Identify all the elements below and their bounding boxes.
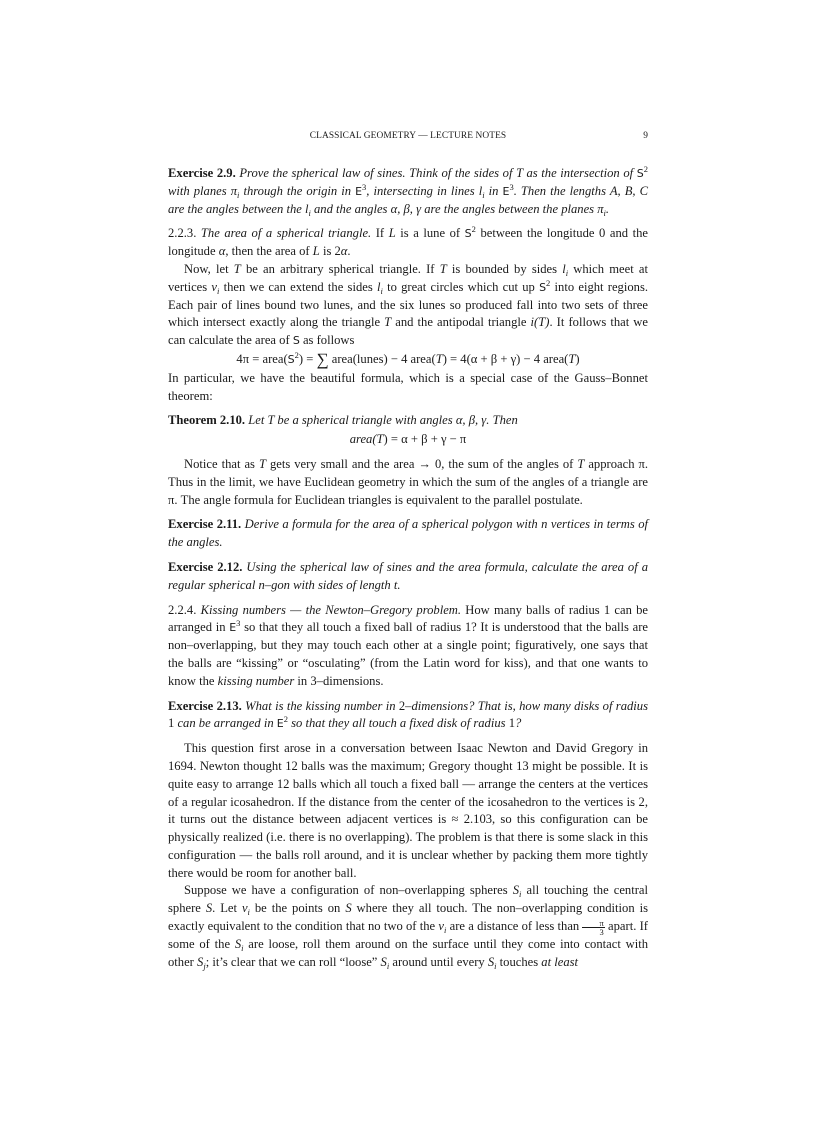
exercise-2-9: Exercise 2.9. Prove the spherical law of sines. Think of the sides of T as the intersection of $S^2$ with planes $\pi_i$ through the origin in $E^3$, intersecting in lines $l_i$ in $E^3$. Then the lengths A, B, C are the angles between the $l_i$ and the angles α, β, γ are the angles between the planes $\pi_i$. xyxy=(168,164,649,218)
page-number: 9 xyxy=(643,131,648,141)
fraction-pi-over-3: $\frac{\pi}{3}$ xyxy=(582,919,604,936)
paragraph-newton-gregory: This question first arose in a conversation between Isaac Newton and David Gregory in 1694. Newton thought 12 balls was the maximum; Gregory thought 13 might be possible. It is quite easy to arrange 12 balls which all touch a fixed ball — arrange the centers at the vertices of a regular icosahedron. If the distance from the center of the icosahedron to the vertices is 2, it turns out the distance between adjacent vertices is ≈ 2.103, so this configuration can be physically realized (i.e. there is no overlapping). The problem is that there is some slack in this configuration — the balls roll around, and it is unclear whether by packing them more tightly there would be room for another ball. xyxy=(168,741,648,880)
exercise-2-11: Exercise 2.11. Derive a formula for the area of a spherical polygon with n vertices in terms of the angles. xyxy=(168,517,648,550)
paragraph-euclidean-limit: Notice that as T gets very small and the area → 0, the sum of the angles of T approach π. Thus in the limit, we have Euclidean geometry in which the sum of the angles of a triangle are π. The angle formula for Euclidean triangles is equivalent to the parallel postulate. xyxy=(168,456,648,507)
theorem-label: Theorem 2.10. xyxy=(168,413,246,428)
exercise-label: Exercise 2.11. xyxy=(168,517,242,532)
kissing-number-term: kissing number xyxy=(217,673,295,688)
section-title: Kissing numbers — the Newton–Gregory problem. xyxy=(200,602,462,617)
equation-sphere-area: $4\pi = area(S^2)$ = ∑ area(lunes) − 4 area(T) = 4(α + β + γ) − 4 area(T) xyxy=(236,349,580,369)
section-2-2-4: 2.2.4. Kissing numbers — the Newton–Gregory problem. How many balls of radius 1 can be arranged in $E^3$ so that they all touch a fixed ball of radius 1? It is understood that the balls are non–overlapping, but they may touch each other at a single point; figuratively, one says that the balls are “kissing” or “osculating” (from the Latin word for kiss), and that one wants to know the kissing number in 3–dimensions. xyxy=(168,602,649,688)
exercise-2-13: Exercise 2.13. What is the kissing number in 2–dimensions? That is, how many disks of radius 1 can be arranged in $E^2$ so that they all touch a fixed disk of radius 1? xyxy=(168,698,648,731)
section-2-2-3: 2.2.3. The area of a spherical triangle. If L is a lune of $S^2$ between the longitude 0 and the longitude α, then the area of L is 2α. xyxy=(168,224,649,259)
paragraph-suppose: Suppose we have a configuration of non–overlapping spheres $S_i$ all touching the central sphere S. Let $v_i$ be the points on S where they all touch. The non–overlapping condition is exactly equivalent to the condition that no two of the $v_i$ are a distance of less than $\frac{\pi}{3}$ apart. If some of the $S_i$ are loose, roll them around on the surface until they come into contact with other $S_j$; it’s clear that we can roll “loose” $S_i$ around until every $S_i$ touches at least xyxy=(168,883,649,971)
running-title: CLASSICAL GEOMETRY — LECTURE NOTES xyxy=(309,131,507,141)
page-body xyxy=(168,165,648,972)
section-number: 2.2.3. xyxy=(168,226,197,241)
exercise-2-12: Exercise 2.12. Using the spherical law of sines and the area formula, calculate the area of a regular spherical n–gon with sides of length t. xyxy=(168,559,648,592)
section-title: The area of a spherical triangle. xyxy=(200,226,372,241)
theorem-2-10: Theorem 2.10. Let T be a spherical triangle with angles α, β, γ. Then xyxy=(168,413,518,428)
paragraph-lunes: Now, let T be an arbitrary spherical triangle. If T is bounded by sides $l_i$ which meet at vertices $v_i$ then we can extend the sides $l_i$ to great circles which cut up $S^2$ into eight regions. Each pair of lines bound two lunes, and the six lunes so produced fall into two sets of three which intersect exactly along the triangle T and the antipodal triangle i(T). It follows that we can calculate the area of S as follows xyxy=(168,261,648,348)
section-number: 2.2.4. xyxy=(168,602,197,617)
equation-triangle-area: area(T) = α + β + γ − π xyxy=(349,432,467,447)
exercise-label: Exercise 2.12. xyxy=(168,559,243,574)
exercise-label: Exercise 2.13. xyxy=(168,698,242,713)
exercise-label: Exercise 2.9. xyxy=(168,166,236,180)
sum-symbol: ∑ xyxy=(316,349,329,369)
paragraph-gauss-bonnet: In particular, we have the beautiful formula, which is a special case of the Gauss–Bonnet theorem: xyxy=(168,370,648,403)
